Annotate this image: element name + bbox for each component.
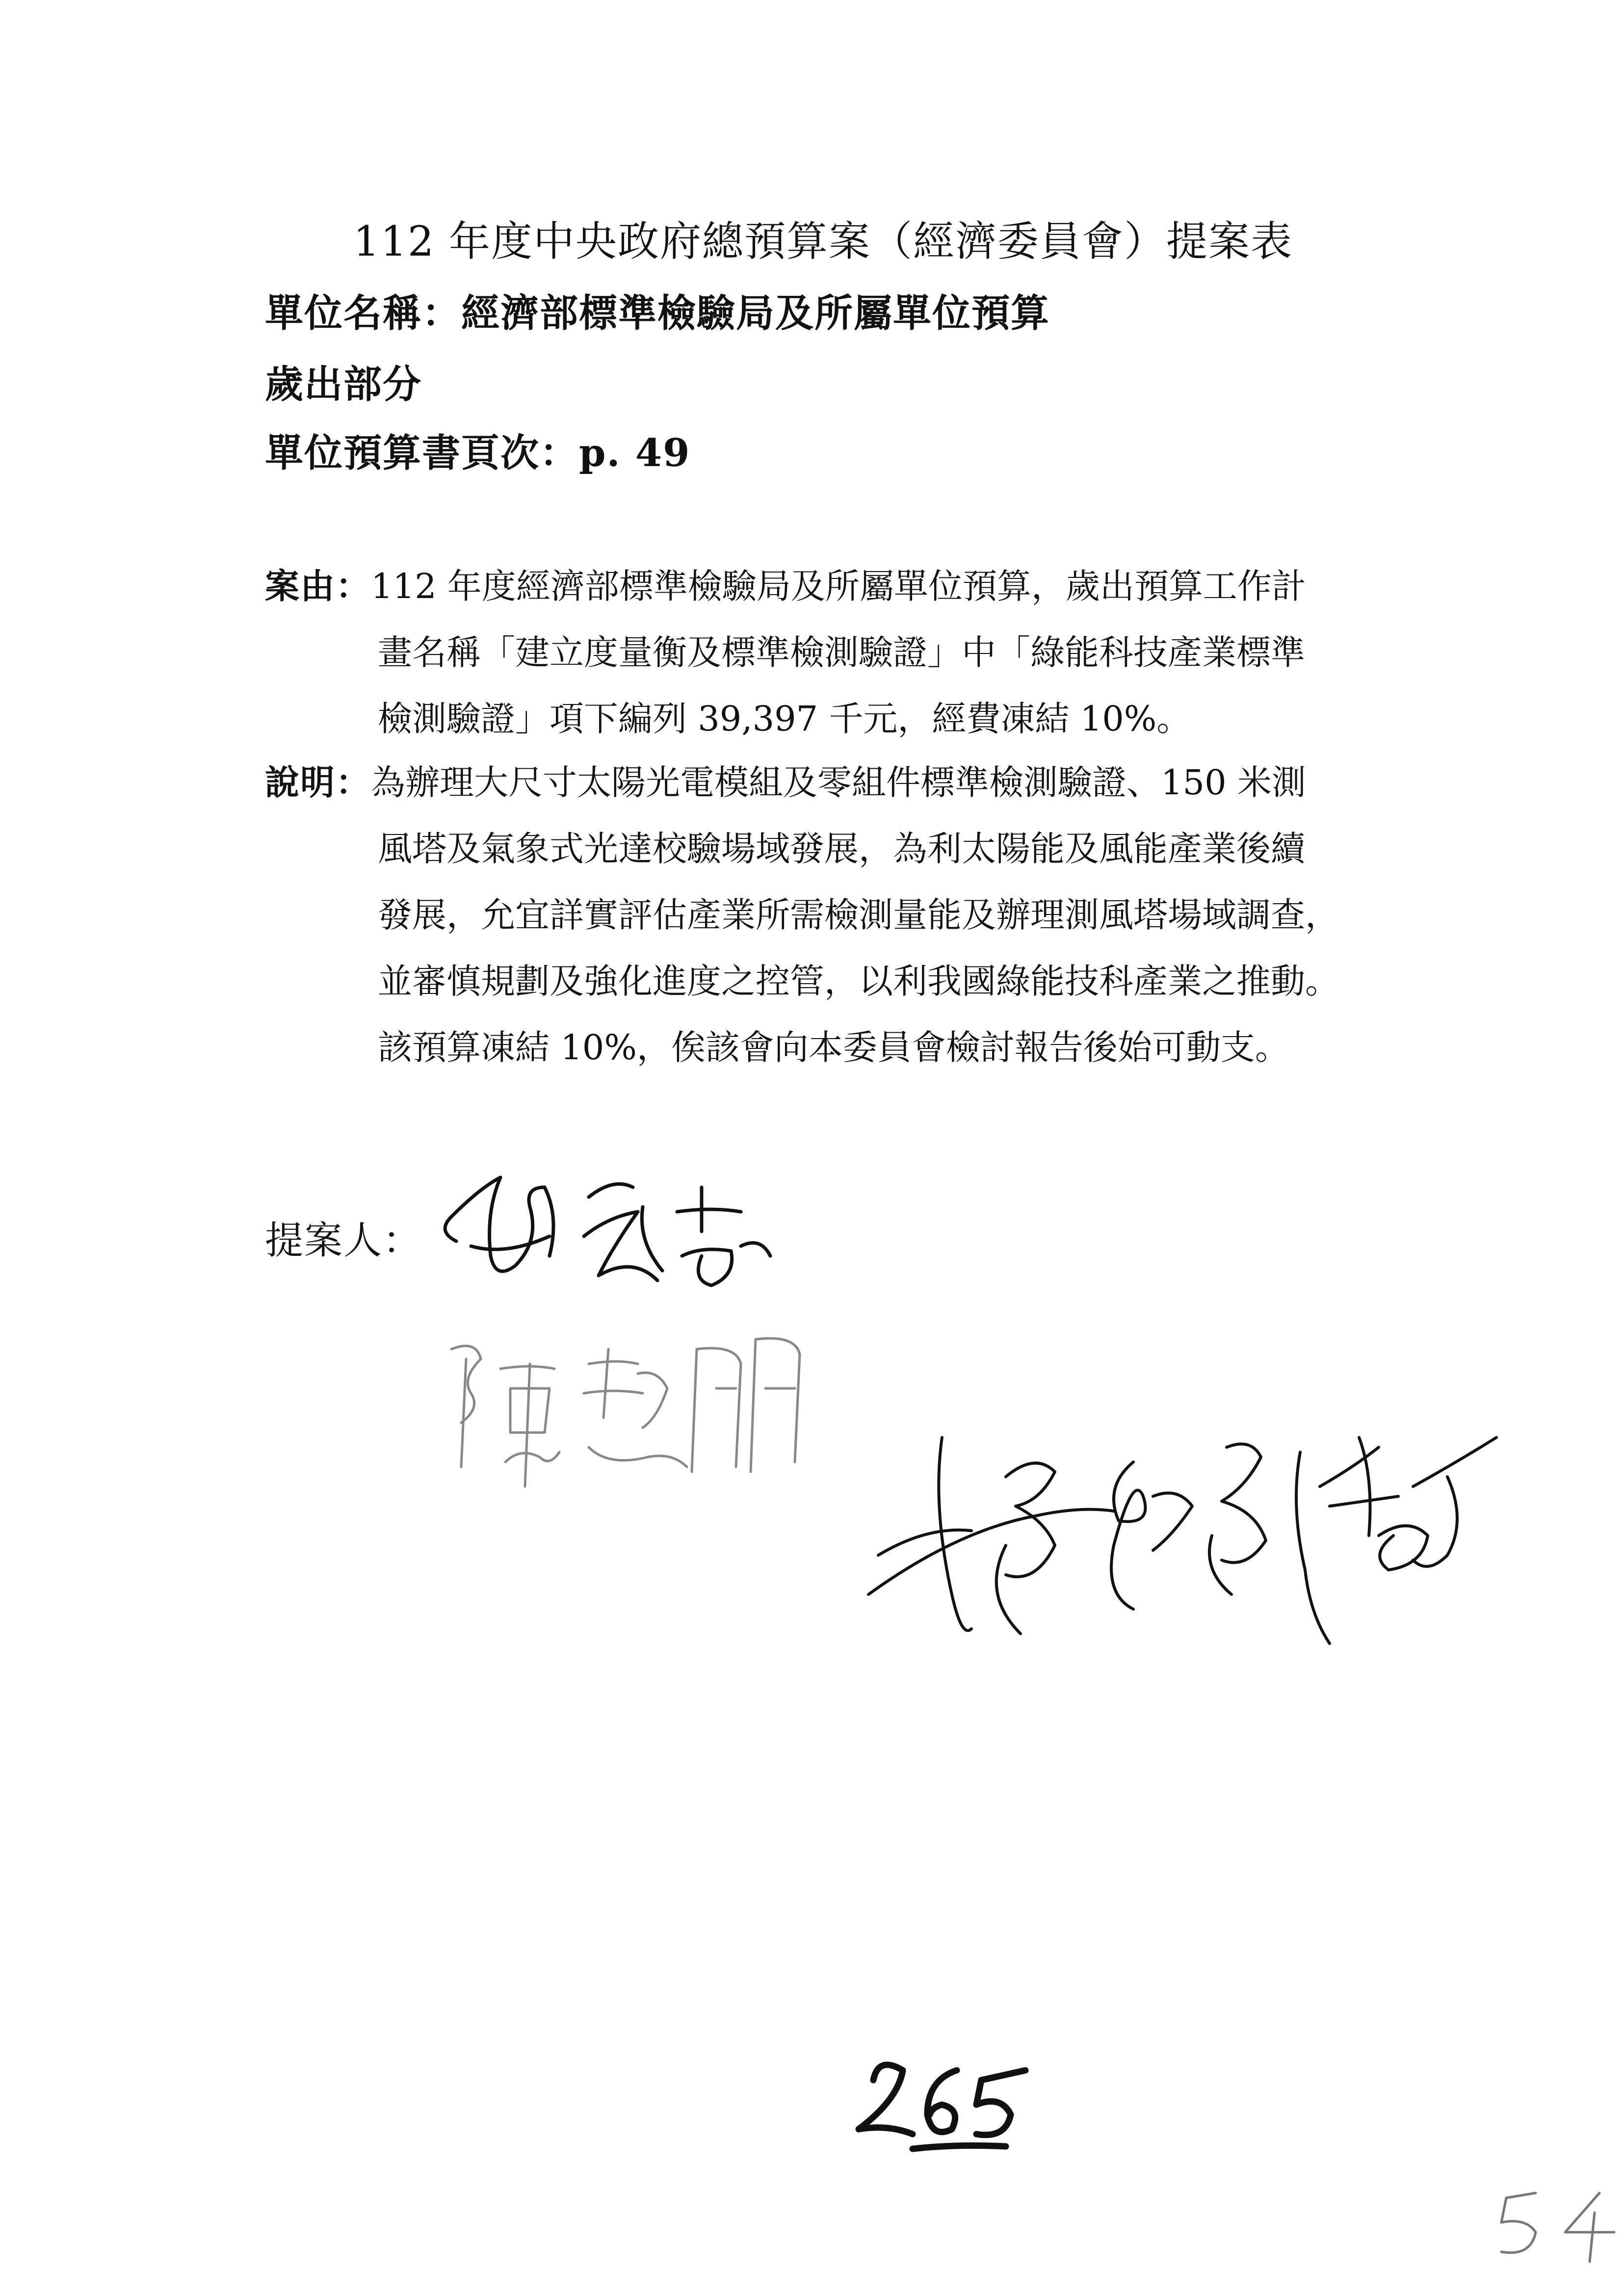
handwritten-stamp-number bbox=[1487, 2178, 1624, 2276]
page-title: 112 年度中央政府總預算案（經濟委員會）提案表 bbox=[353, 217, 1293, 265]
explanation-line-3: 發展，允宜詳實評估產業所需檢測量能及辦理測風塔場域調查， bbox=[378, 895, 1339, 935]
reason-paragraph bbox=[265, 566, 1306, 768]
section-line: 歲出部分 bbox=[265, 362, 422, 407]
explanation-line-5: 該預算凍結 10%，俟該會向本委員會檢討報告後始可動支。 bbox=[378, 1027, 1289, 1068]
reason-line-2: 畫名稱「建立度量衡及標準檢測驗證」中「綠能科技產業標準 bbox=[378, 632, 1305, 673]
proposer-label: 提案人： bbox=[265, 1219, 422, 1263]
signature-3 bbox=[859, 1408, 1536, 1668]
signature-2 bbox=[442, 1320, 834, 1506]
reason-line-1: 案由：112 年度經濟部標準檢驗局及所屬單位預算，歲出預算工作計 bbox=[265, 566, 1306, 606]
signature-1 bbox=[427, 1158, 844, 1305]
reason-line-3: 檢測驗證」項下編列 39,397 千元，經費凍結 10%。 bbox=[378, 699, 1191, 739]
handwritten-page-number bbox=[844, 2051, 1040, 2159]
explanation-line-2: 風塔及氣象式光達校驗場域發展，為利太陽能及風能產業後續 bbox=[378, 829, 1305, 869]
explanation-paragraph bbox=[265, 762, 1339, 1096]
page-reference-line: 單位預算書頁次：p. 49 bbox=[265, 431, 691, 475]
explanation-line-1: 說明：為辦理大尺寸太陽光電模組及零組件標準檢測驗證、150 米測 bbox=[265, 762, 1306, 803]
reason-label: 案由： bbox=[265, 566, 371, 606]
unit-name-line: 單位名稱：經濟部標準檢驗局及所屬單位預算 bbox=[265, 291, 1050, 336]
explanation-label: 說明： bbox=[265, 762, 371, 803]
explanation-line-4: 並審慎規劃及強化進度之控管，以利我國綠能技科產業之推動。 bbox=[378, 961, 1339, 1001]
